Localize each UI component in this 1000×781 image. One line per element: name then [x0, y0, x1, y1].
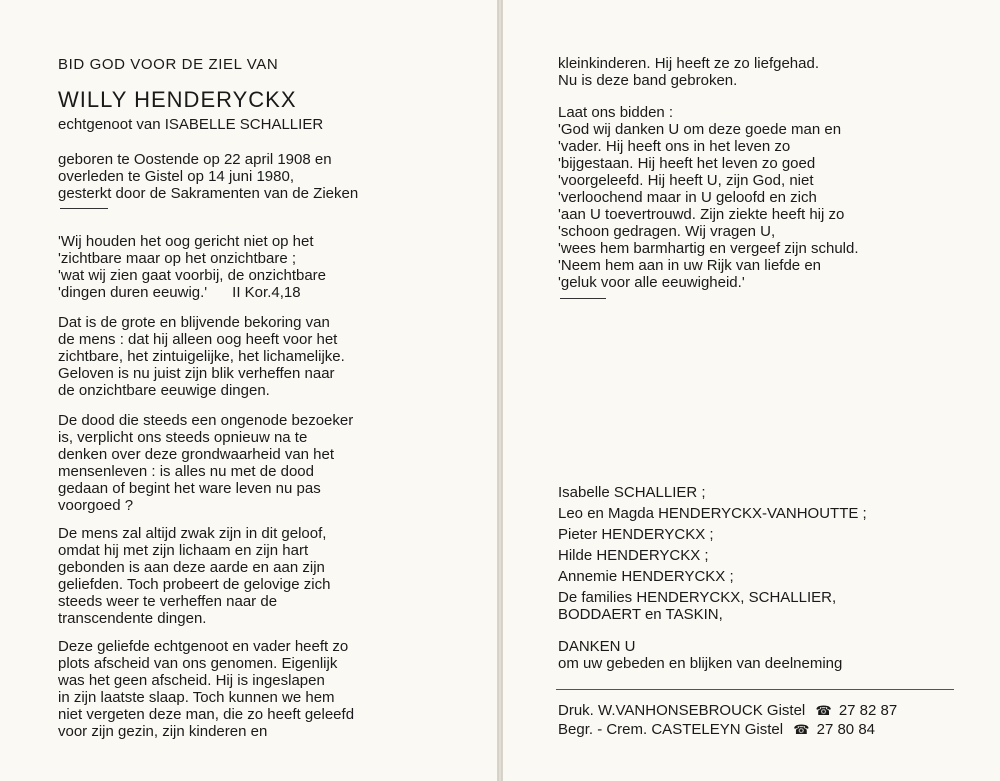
quote-line: 'wat wij zien gaat voorbij, de onzichtbare	[58, 267, 327, 284]
paragraph-line: Deze geliefde echtgenoot en vader heeft zo	[58, 638, 349, 655]
paragraph-line: kleinkinderen. Hij heeft ze zo liefgehad.	[558, 55, 819, 72]
paragraph-line: de onzichtbare eeuwige dingen.	[58, 382, 270, 399]
paragraph-line: voorgoed ?	[58, 497, 134, 514]
printer-label: Druk. W.VANHONSEBROUCK Gistel	[558, 702, 806, 719]
thanks-title: DANKEN U	[558, 638, 636, 655]
prayer-line: 'vader. Hij heeft ons in het leven zo	[558, 138, 791, 155]
paragraph-line: mensenleven : is alles nu met de dood	[58, 463, 314, 480]
bio-line: gesterkt door de Sakramenten van de Zieken	[58, 185, 359, 202]
printer-number: 27 82 87	[838, 702, 898, 719]
prayer-line: 'wees hem barmhartig en vergeef zijn schuld.	[558, 240, 859, 257]
family-line: BODDAERT en TASKIN,	[558, 606, 723, 623]
divider	[60, 208, 108, 209]
quote-line: 'Wij houden het oog gericht niet op het	[58, 233, 314, 250]
paragraph-line: denken over deze grondwaarheid van het	[58, 446, 335, 463]
prayer-line: 'God wij danken U om deze goede man en	[558, 121, 842, 138]
prayer-line: 'schoon gedragen. Wij vragen U,	[558, 223, 776, 240]
footer-rule	[556, 689, 954, 690]
paragraph-line: De dood die steeds een ongenode bezoeker	[58, 412, 354, 429]
printer-line	[558, 702, 897, 719]
quote-line: 'zichtbare maar op het onzichtbare ;	[58, 250, 296, 267]
bio-line: overleden te Gistel op 14 juni 1980,	[58, 168, 294, 185]
thanks-line: om uw gebeden en blijken van deelneming	[558, 655, 843, 672]
telephone-icon: ☎	[815, 703, 832, 718]
undertaker-label: Begr. - Crem. CASTELEYN Gistel	[558, 721, 784, 738]
paragraph-line: niet vergeten deze man, die zo heeft geleefd	[58, 706, 355, 723]
family-line: De families HENDERYCKX, SCHALLIER,	[558, 589, 837, 606]
paragraph-line: De mens zal altijd zwak zijn in dit geloof,	[58, 525, 327, 542]
prayer-line: 'geluk voor alle eeuwigheid.'	[558, 274, 745, 291]
prayer-line: 'bijgestaan. Hij heeft het leven zo goed	[558, 155, 816, 172]
paragraph-line: Nu is deze band gebroken.	[558, 72, 738, 89]
prayer-line: 'voorgeleefd. Hij heeft U, zijn God, niet	[558, 172, 814, 189]
paragraph-line: in zijn laatste slaap. Toch kunnen we hem	[58, 689, 335, 706]
paragraph-line: steeds weer te verheffen naar de	[58, 593, 278, 610]
paragraph-line: gedaan of begint het ware leven nu pas	[58, 480, 321, 497]
family-line: Leo en Magda HENDERYCKX-VANHOUTTE ;	[558, 505, 867, 522]
undertaker-number: 27 80 84	[816, 721, 875, 738]
paragraph-line: was het geen afscheid. Hij is ingeslapen	[58, 672, 325, 689]
prayer-line: 'Neem hem aan in uw Rijk van liefde en	[558, 257, 821, 274]
paragraph-line: Geloven is nu juist zijn blik verheffen naar	[58, 365, 335, 382]
paragraph-line: plots afscheid van ons genomen. Eigenlijk	[58, 655, 338, 672]
spouse-line: echtgenoot van ISABELLE SCHALLIER	[58, 116, 324, 133]
divider	[560, 298, 606, 299]
paragraph-line: omdat hij met zijn lichaam en zijn hart	[58, 542, 309, 559]
paragraph-line: zichtbare, het zintuigelijke, het lichamelijke.	[58, 348, 345, 365]
family-line: Hilde HENDERYCKX ;	[558, 547, 709, 564]
header: BID GOD VOOR DE ZIEL VAN	[58, 56, 279, 73]
quote-line: 'dingen duren eeuwig.' II Kor.4,18	[58, 284, 301, 301]
paragraph-line: Dat is de grote en blijvende bekoring van	[58, 314, 330, 331]
family-line: Isabelle SCHALLIER ;	[558, 484, 706, 501]
prayer-line: Laat ons bidden :	[558, 104, 674, 121]
prayer-line: 'verloochend maar in U geloofd en zich	[558, 189, 817, 206]
paragraph-line: geliefden. Toch probeert de gelovige zich	[58, 576, 331, 593]
deceased-name: WILLY HENDERYCKX	[58, 87, 297, 112]
paragraph-line: is, verplicht ons steeds opnieuw na te	[58, 429, 308, 446]
bio-line: geboren te Oostende op 22 april 1908 en	[58, 151, 332, 168]
paragraph-line: voor zijn gezin, zijn kinderen en	[58, 723, 268, 740]
undertaker-line	[558, 721, 875, 738]
paragraph-line: transcendente dingen.	[58, 610, 207, 627]
paragraph-line: gebonden is aan deze aarde en aan zijn	[58, 559, 325, 576]
telephone-icon: ☎	[793, 722, 810, 737]
family-line: Pieter HENDERYCKX ;	[558, 526, 714, 543]
family-line: Annemie HENDERYCKX ;	[558, 568, 734, 585]
paragraph-line: de mens : dat hij alleen oog heeft voor het	[58, 331, 338, 348]
prayer-line: 'aan U toevertrouwd. Zijn ziekte heeft hij zo	[558, 206, 845, 223]
